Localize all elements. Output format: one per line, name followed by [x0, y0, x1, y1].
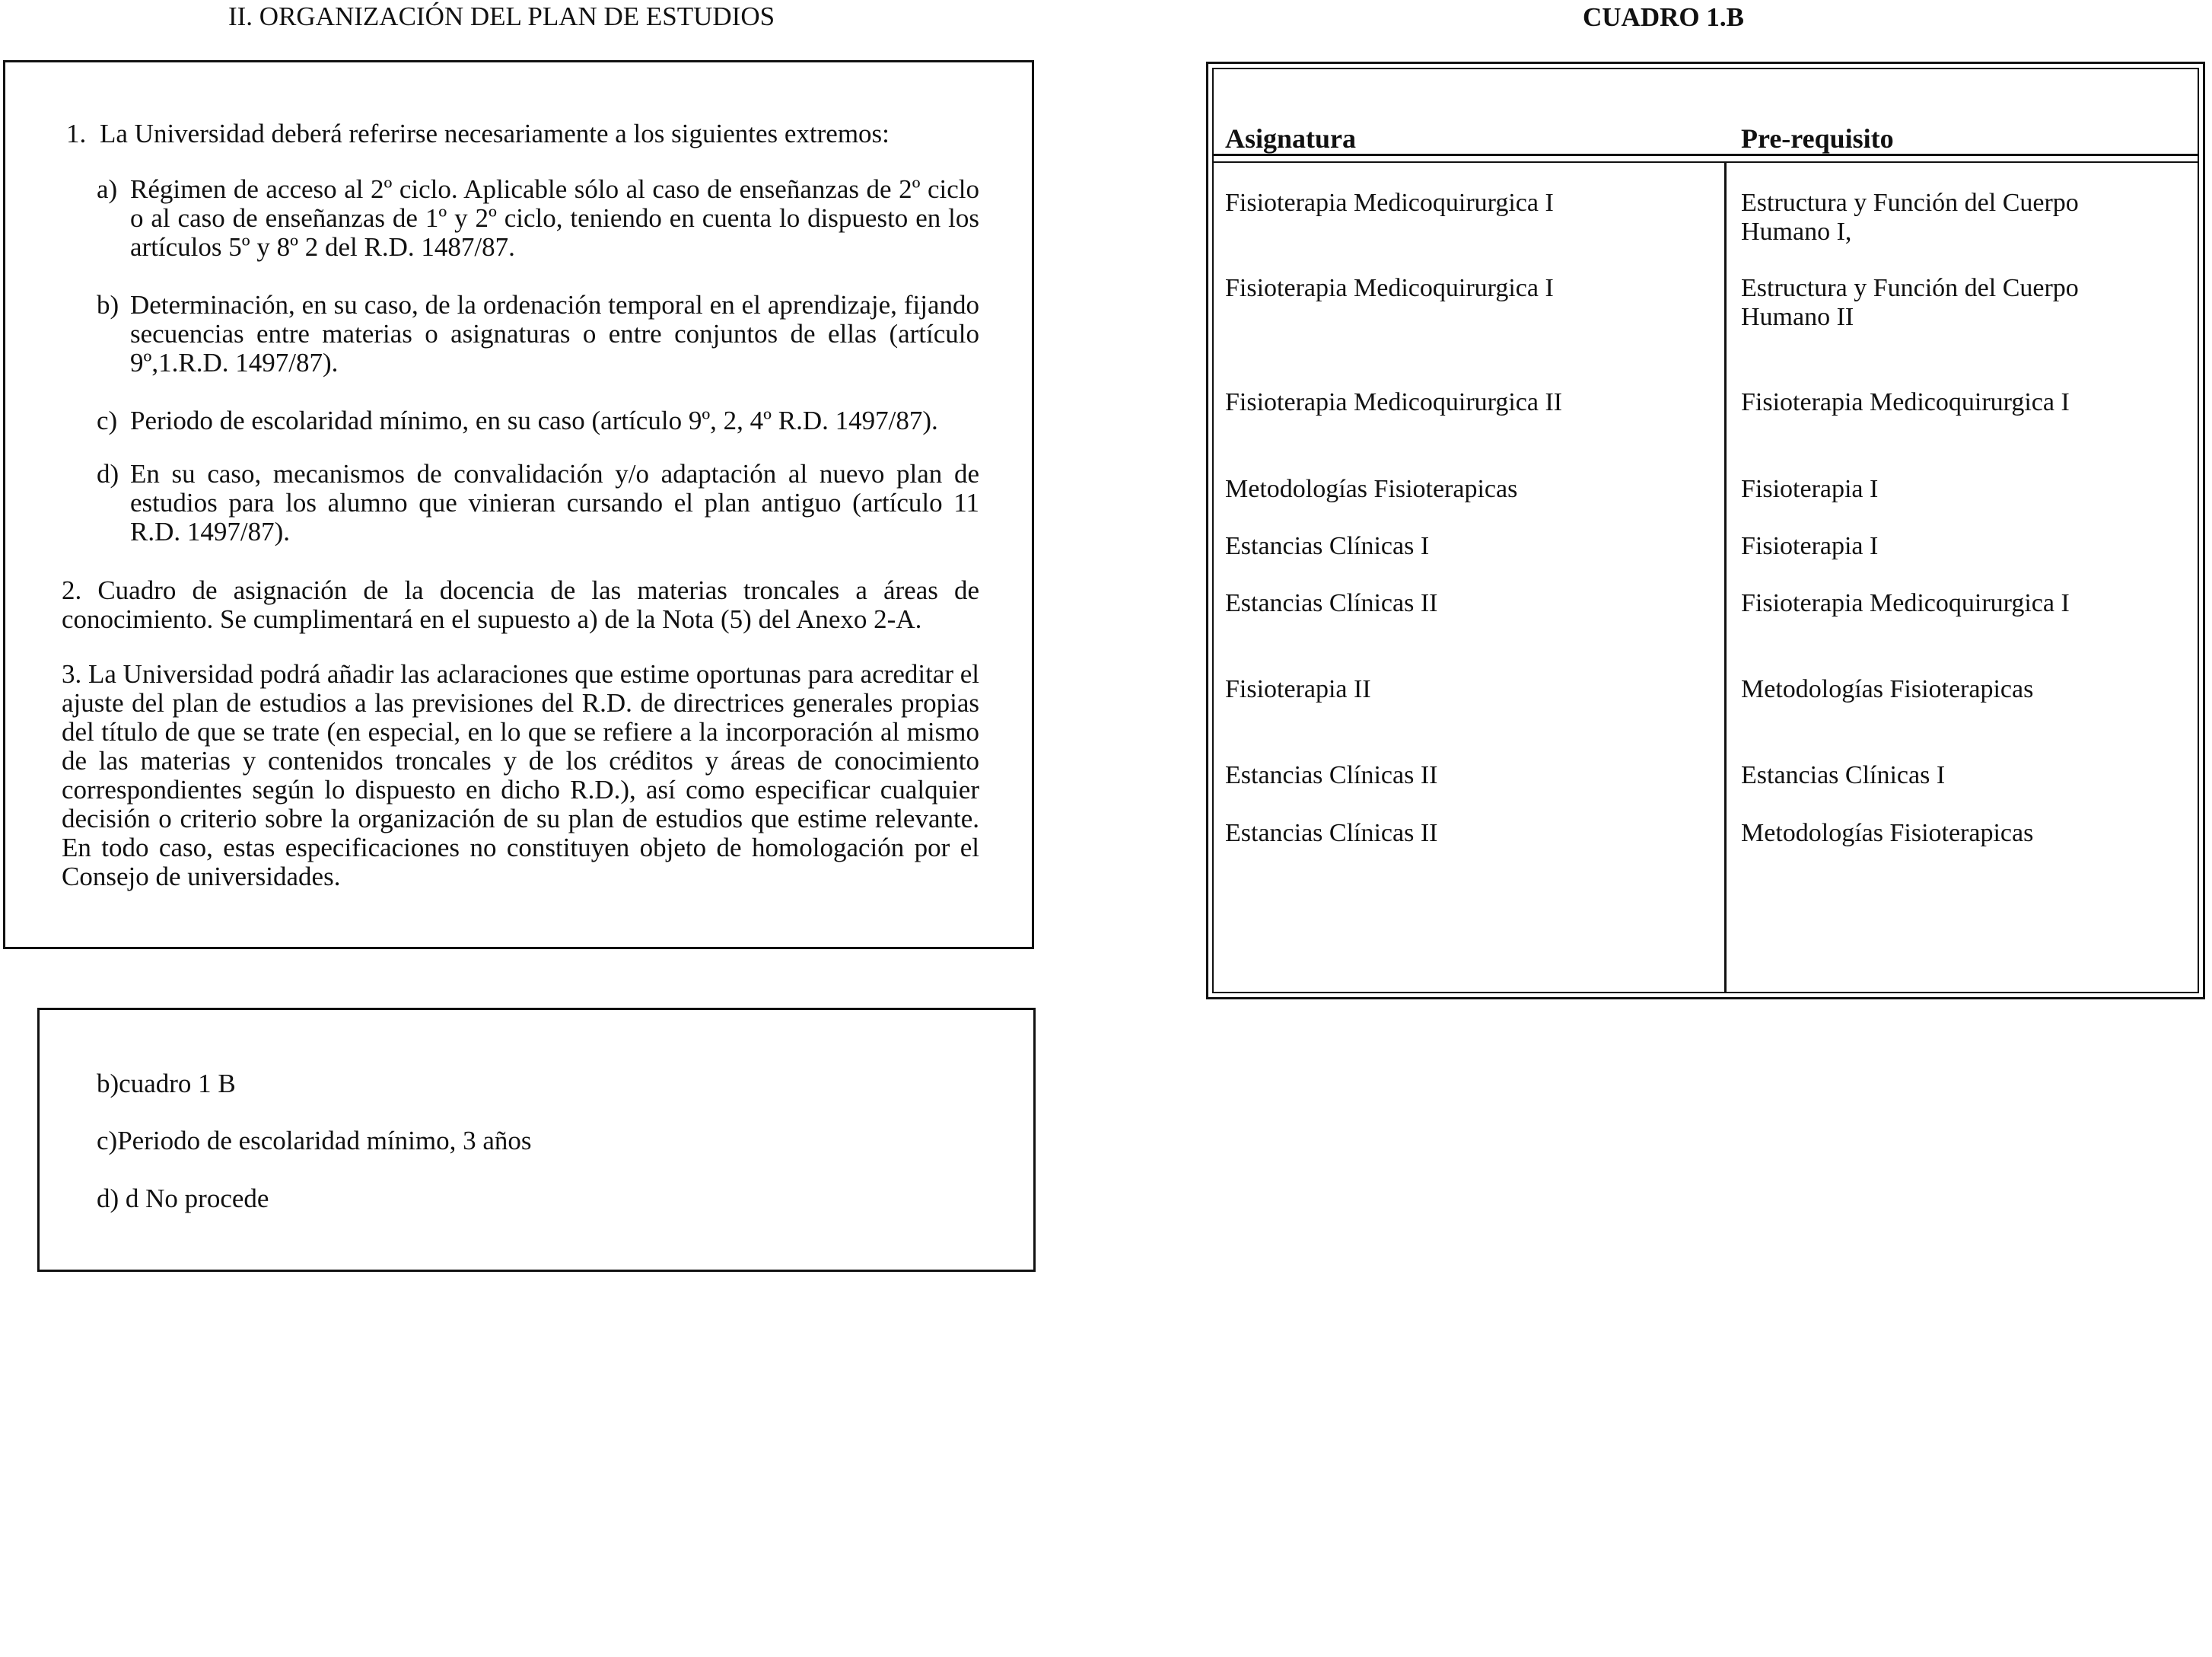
- answer-b: b)cuadro 1 B: [97, 1069, 236, 1098]
- item-letter: a): [97, 174, 118, 204]
- instruction-item-3: 3. La Universidad podrá añadir las aclaraciones que estime oportunas para acreditar el ajuste del plan de estudios a las previsiones del R.D. de directrices generales propias del título de que se trate (en especial, en lo que se refiere a la incorporación al mismo de las materias y contenidos troncales y de los créditos y áreas de conocimiento correspondientes según lo dispuesto en dicho R.D.), así como especificar cualquier decisión o criterio sobre la organización de su plan de estudios que estime relevante. En todo caso, estas especificaciones no constituyen objeto de homologación por el Consejo de universidades.: [62, 659, 979, 891]
- answer-c: c)Periodo de escolaridad mínimo, 3 años: [97, 1126, 532, 1155]
- item-letter: c): [97, 406, 118, 435]
- table-cell-asignatura: Estancias Clínicas I: [1225, 532, 1430, 560]
- column-divider: [1724, 161, 1727, 993]
- header-asignatura: Asignatura: [1225, 123, 1357, 154]
- table-cell-asignatura: Fisioterapia Medicoquirurgica I: [1225, 274, 1554, 302]
- table-cell-prerequisito: Estancias Clínicas I: [1741, 761, 1946, 789]
- table-cell-asignatura: Estancias Clínicas II: [1225, 761, 1438, 789]
- answer-d: d) d No procede: [97, 1184, 269, 1213]
- table-cell-asignatura: Fisioterapia Medicoquirurgica I: [1225, 189, 1554, 217]
- item-text: En su caso, mecanismos de convalidación y/o adaptación al nuevo plan de estudios para los alumno que vinieran cursando el plan antiguo (artículo 11 R.D. 1497/87).: [130, 459, 979, 546]
- instruction-item-1: [66, 119, 979, 148]
- instruction-sub-a: [97, 175, 979, 262]
- table-cell-asignatura: Estancias Clínicas II: [1225, 819, 1438, 847]
- cuadro-label: CUADRO 1.B: [1583, 2, 1744, 32]
- instruction-item-2: 2. Cuadro de asignación de la docencia de las materias troncales a áreas de conocimiento. Se cumplimentará en el supuesto a) de la Nota (5) del Anexo 2-A.: [62, 575, 979, 634]
- table-cell-prerequisito: Estructura y Función del Cuerpo Humano I,: [1741, 189, 2079, 246]
- table-cell-prerequisito: Fisioterapia Medicoquirurgica I: [1741, 388, 2070, 416]
- item-text: Régimen de acceso al 2º ciclo. Aplicable sólo al caso de enseñanzas de 2º ciclo o al caso de enseñanzas de 1º y 2º ciclo, teniendo en cuenta lo dispuesto en los artículos 5º y 8º 2 del R.D. 1487/87.: [130, 174, 979, 262]
- body-top-divider: [1212, 161, 2199, 163]
- item-text: Periodo de escolaridad mínimo, en su caso (artículo 9º, 2, 4º R.D. 1497/87).: [130, 406, 938, 435]
- table-cell-asignatura: Fisioterapia Medicoquirurgica II: [1225, 388, 1563, 416]
- instructions-box: [3, 60, 1034, 949]
- table-cell-prerequisito: Metodologías Fisioterapicas: [1741, 675, 2034, 703]
- instruction-sub-c: [97, 406, 979, 435]
- item-number: 1.: [66, 119, 87, 148]
- table-cell-prerequisito: Fisioterapia I: [1741, 532, 1879, 560]
- header-divider: [1212, 154, 2199, 156]
- table-cell-prerequisito: Fisioterapia I: [1741, 475, 1879, 503]
- answer-box: [37, 1008, 1036, 1272]
- instruction-sub-b: [97, 291, 979, 378]
- instruction-sub-d: [97, 460, 979, 546]
- table-cell-prerequisito: Metodologías Fisioterapicas: [1741, 819, 2034, 847]
- section-title: II. ORGANIZACIÓN DEL PLAN DE ESTUDIOS: [228, 2, 775, 31]
- table-cell-asignatura: Fisioterapia II: [1225, 675, 1371, 703]
- item-text: La Universidad deberá referirse necesariamente a los siguientes extremos:: [100, 119, 890, 148]
- table-cell-asignatura: Metodologías Fisioterapicas: [1225, 475, 1518, 503]
- item-letter: b): [97, 290, 119, 320]
- table-cell-asignatura: Estancias Clínicas II: [1225, 589, 1438, 617]
- item-letter: d): [97, 459, 119, 489]
- header-prerequisito: Pre-requisito: [1741, 123, 1894, 154]
- item-text: Determinación, en su caso, de la ordenación temporal en el aprendizaje, fijando secuencias entre materias o asignaturas o entre conjuntos de ellas (artículo 9º,1.R.D. 1497/87).: [130, 290, 979, 378]
- table-cell-prerequisito: Fisioterapia Medicoquirurgica I: [1741, 589, 2070, 617]
- table-cell-prerequisito: Estructura y Función del Cuerpo Humano II: [1741, 274, 2079, 331]
